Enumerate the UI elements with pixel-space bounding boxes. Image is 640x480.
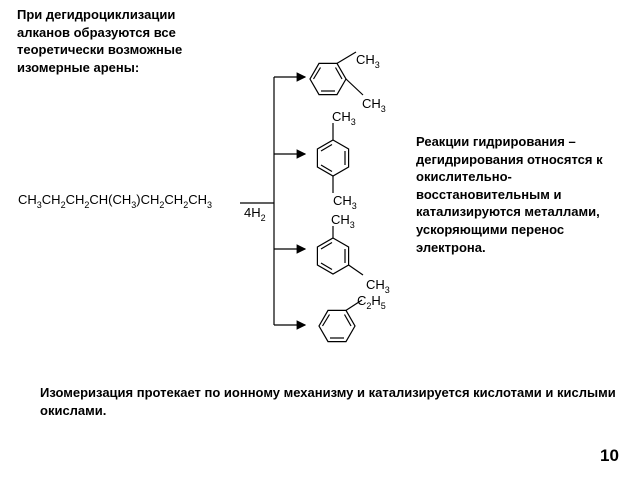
side-note-text: Реакции гидрирования – дегидрирования относятся к окислительно-восстановительным и катализируются металлами, ускоряющими перенос электрона.: [416, 134, 603, 255]
p-xylene-ch3-top: $CH_3$: [332, 109, 356, 127]
page-number: 10: [600, 446, 619, 465]
m-xylene-ch3-top: $CH_3$: [331, 212, 355, 230]
arrow-tree: [240, 77, 305, 325]
reagent-label: $4H_2$: [244, 205, 266, 223]
ethylbenzene-structure: [319, 300, 362, 342]
p-xylene-ch3-bottom: $CH_3$: [333, 193, 357, 211]
reactant-formula: $CH_3CH_2CH_2CH(CH_3)CH_2CH_2CH_3$: [18, 192, 213, 210]
m-xylene-structure: [317, 226, 363, 275]
ethylbenzene-c2h5: $C_2H_5$: [357, 293, 386, 311]
bottom-note-text: Изомеризация протекает по ионному механизму и катализируется кислотами и кислыми окислами.: [40, 385, 616, 418]
intro-text: При дегидроциклизации алканов образуются все теоретически возможные изомерные арены:: [17, 7, 183, 75]
m-xylene-ch3-right: $CH_3$: [366, 277, 390, 295]
o-xylene-ch3-top: $CH_3$: [356, 52, 380, 70]
p-xylene-structure: [317, 123, 348, 193]
o-xylene-ch3-bottom: $CH_3$: [362, 96, 386, 114]
